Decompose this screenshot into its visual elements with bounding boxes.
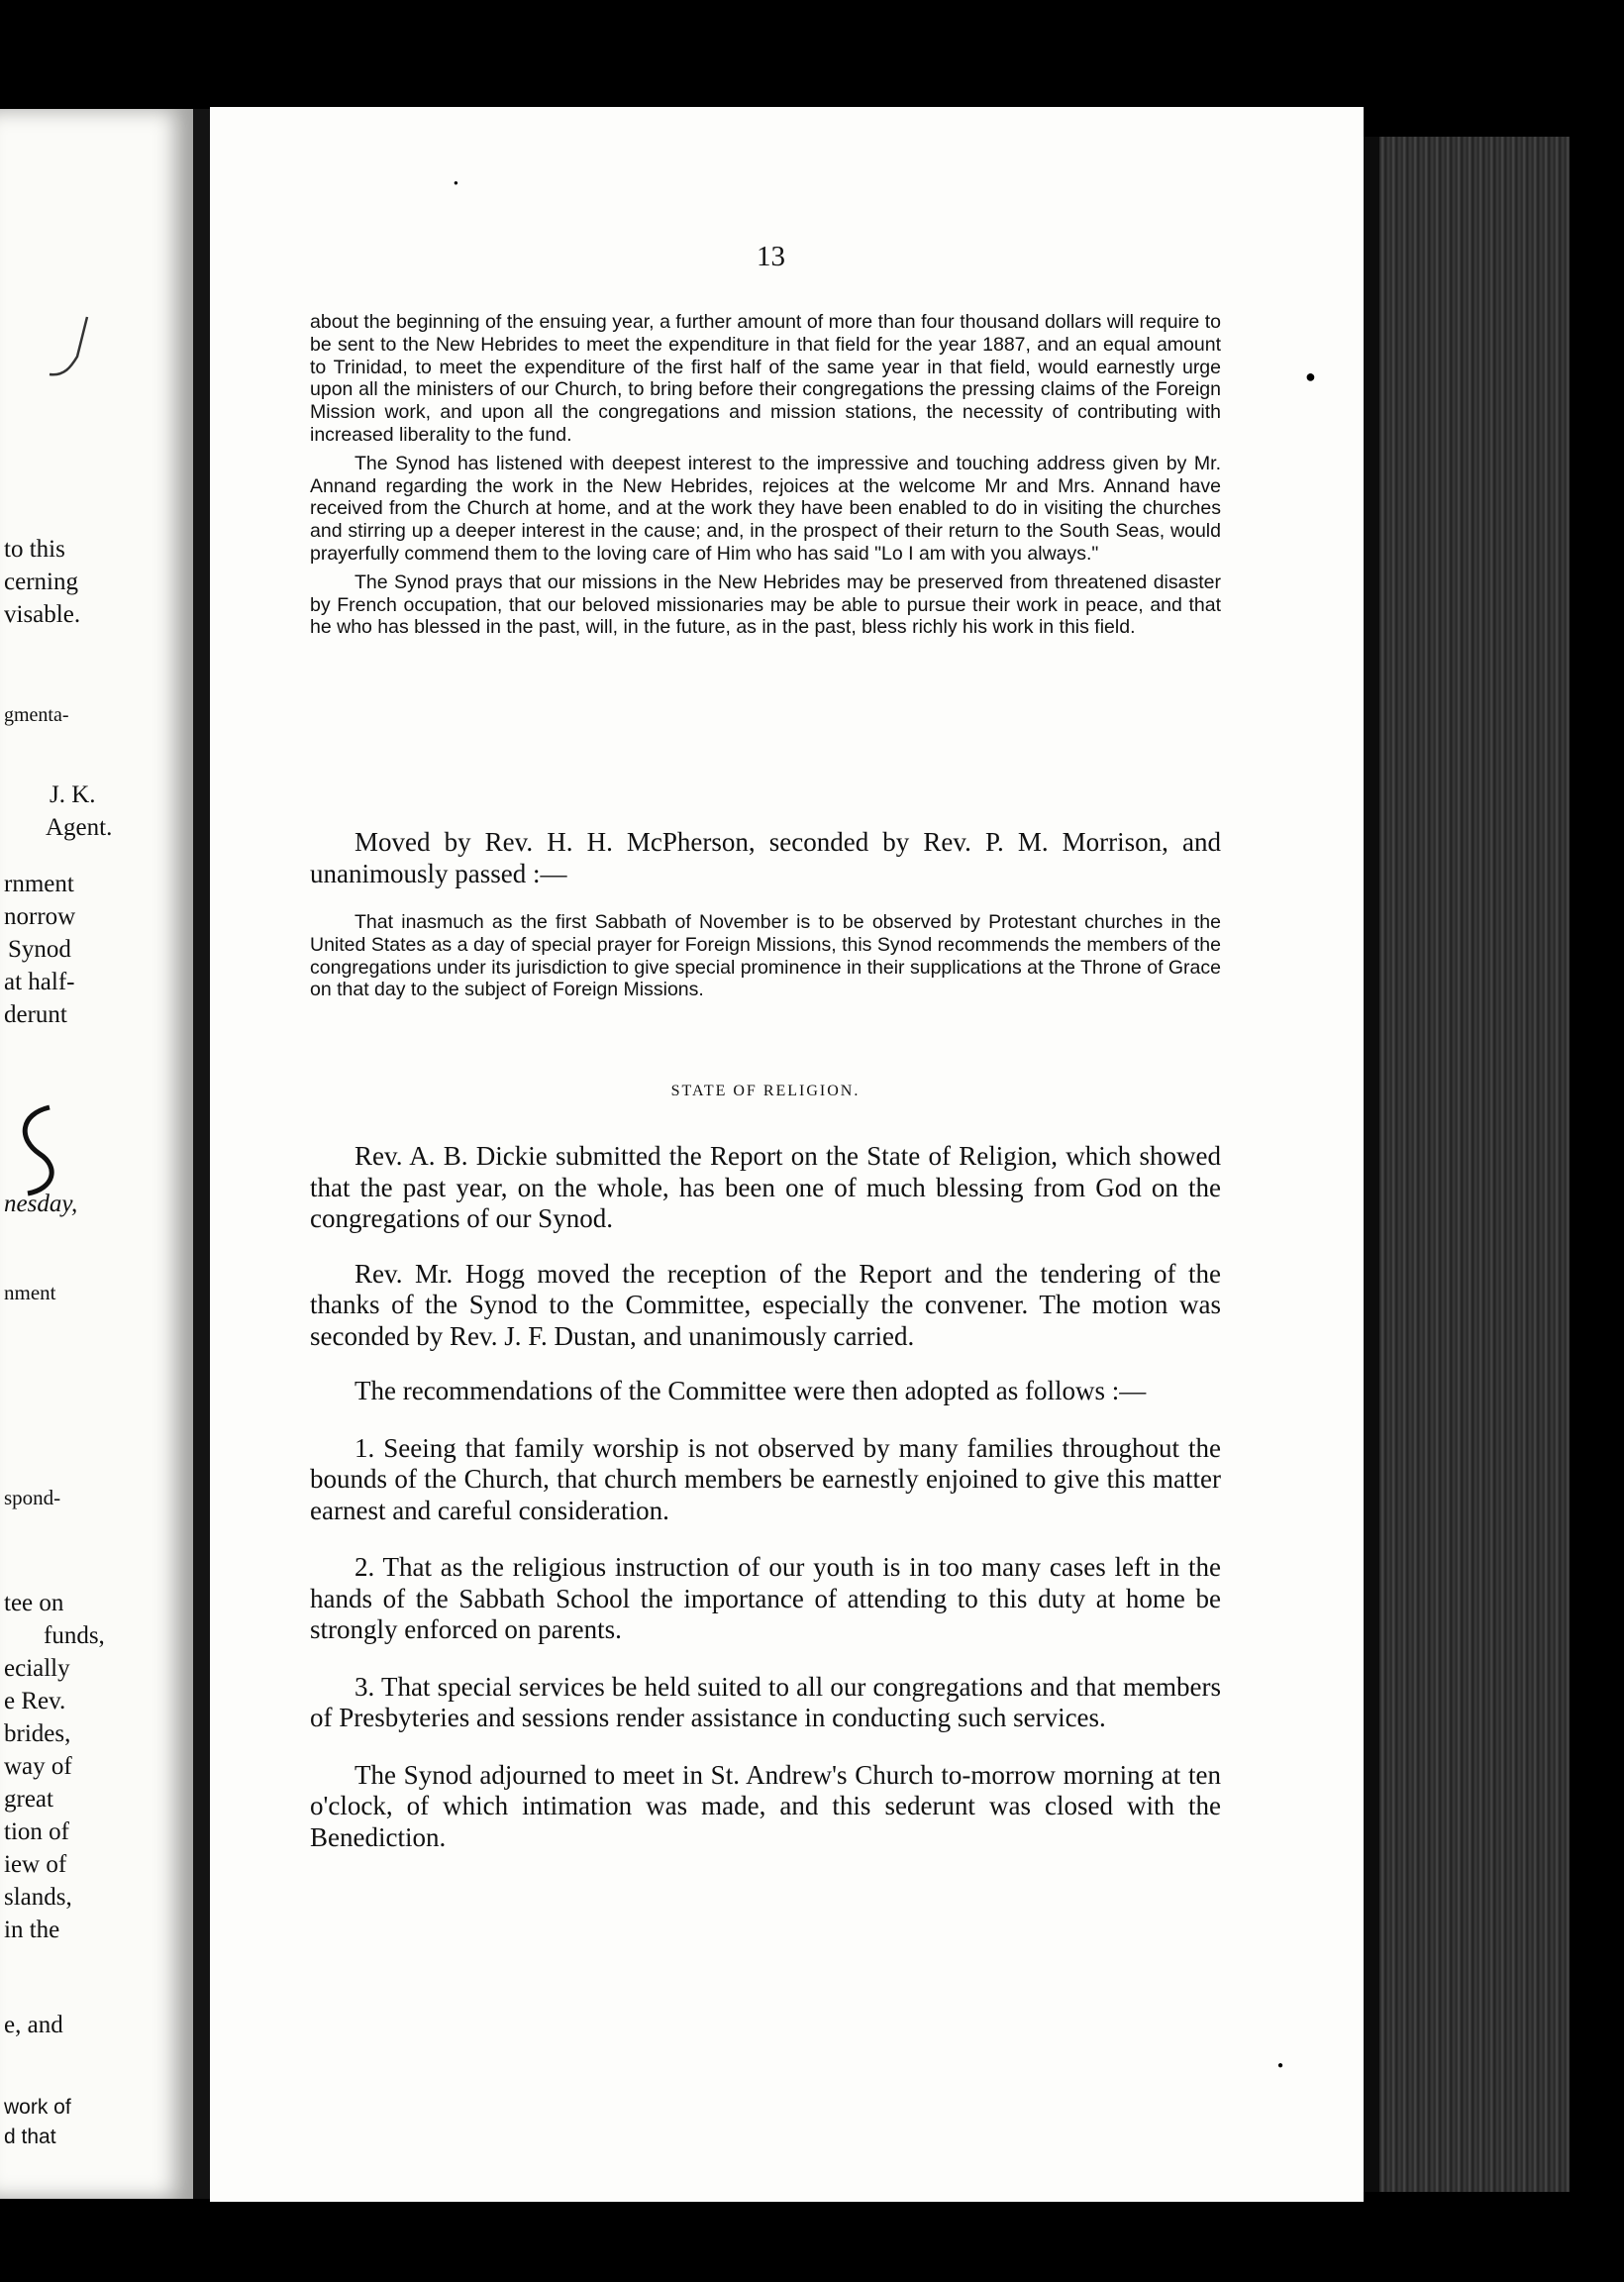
frag-norrow: norrow bbox=[4, 903, 76, 930]
recommendations-intro: The recommendations of the Committee were then adopted as follows :— bbox=[355, 1376, 1147, 1405]
page-block-edges bbox=[1364, 137, 1570, 2192]
frag-agent: Agent. bbox=[46, 814, 113, 841]
moved-paragraph: Moved by Rev. H. H. McPherson, seconded by Rev. P. M. Morrison, and unanimously passed :— bbox=[310, 827, 1221, 888]
frag-slands: slands, bbox=[4, 1884, 72, 1911]
frag-to-this: to this bbox=[4, 536, 65, 563]
frag-nment: nment bbox=[4, 1281, 56, 1304]
frag-spond: spond- bbox=[4, 1486, 61, 1509]
frag-great: great bbox=[4, 1786, 53, 1813]
frag-tee-on: tee on bbox=[4, 1590, 64, 1616]
continued-paragraph: about the beginning of the ensuing year, a further amount of more than four thousand dollars will require to be sent to the New Hebrides to meet the expenditure in that field for the year 1887, and an equal amount to Trinidad, to meet the expenditure of the first half of the same year in that field, would earnestly urge upon all the ministers of our Church, to bring before their congregations the pressing claims of the Foreign Mission work, and upon all the congregations and mission stations, the necessity of contributing with increased liberality to the fund. bbox=[310, 311, 1221, 446]
frag-rnment: rnment bbox=[4, 871, 74, 897]
frag-at-half: at half- bbox=[4, 969, 75, 995]
frag-brides: brides, bbox=[4, 1720, 71, 1747]
recommendation-2: 2. That as the religious instruction of our youth is in too many cases left in the hands of the Sabbath School the importance of attending to this duty at home be strongly enforced on parents. bbox=[310, 1552, 1221, 1644]
page-number: 13 bbox=[757, 241, 785, 272]
sabbath-resolution-block bbox=[310, 911, 1221, 1001]
frag-jk: J. K. bbox=[50, 781, 96, 808]
section-heading: STATE OF RELIGION. bbox=[670, 1083, 861, 1099]
annand-paragraph: The Synod has listened with deepest interest to the impressive and touching address given by Mr. Annand regarding the work in the New Hebrides, rejoices at the welcome Mr and Mrs. Annand have received from the Church at home, and at the work they have been enabled to do in visiting the churches and stirring up a deeper interest in the cause; and, in the prospect of their return to the South Seas, would prayerfully commend them to the loving care of Him who has said "Lo I am with you always." bbox=[310, 452, 1221, 565]
adjournment-paragraph: The Synod adjourned to meet in St. Andrew's Church to-morrow morning at ten o'clock, of which intimation was made, and this sederunt was closed with the Benediction. bbox=[310, 1759, 1221, 1852]
recommendation-1: 1. Seeing that family worship is not observed by many families throughout the bounds of the Church, that church members be earnestly enjoined to give this matter earnest and careful consideration. bbox=[310, 1432, 1221, 1525]
frag-gmenta: gmenta- bbox=[4, 704, 69, 726]
handwritten-s-mark bbox=[10, 1099, 69, 1198]
frag-visable: visable. bbox=[4, 601, 81, 628]
recommendation-3: 3. That special services be held suited to all our congregations and that members of Presbyteries and sessions render assistance in conducting such services. bbox=[310, 1671, 1221, 1732]
frag-derunt: derunt bbox=[4, 1001, 67, 1028]
left-page-edge bbox=[0, 109, 193, 2199]
sabbath-resolution: That inasmuch as the first Sabbath of November is to be observed by Protestant churches in the United States as a day of special prayer for Foreign Missions, this Synod recommends the members of the congregations under its jurisdiction to give special prominence in their supplications at the Throne of Grace on that day to the subject of Foreign Missions. bbox=[310, 911, 1221, 1001]
state-of-religion-body bbox=[310, 1141, 1221, 1853]
dickie-paragraph: Rev. A. B. Dickie submitted the Report on the State of Religion, which showed that the past year, on the whole, has been one of much blessing from God on the congregations of our Synod. bbox=[310, 1141, 1221, 1233]
frag-work-of: work of bbox=[4, 2096, 71, 2119]
frag-nesday: nesday, bbox=[4, 1191, 78, 1217]
frag-in-the: in the bbox=[4, 1917, 60, 1943]
frag-and: e, and bbox=[4, 2012, 63, 2038]
frag-cerning: cerning bbox=[4, 569, 78, 595]
frag-d-that: d that bbox=[4, 2126, 56, 2148]
frag-tion-of: tion of bbox=[4, 1818, 69, 1845]
ink-speck: ● bbox=[1305, 366, 1316, 386]
moved-block bbox=[310, 827, 1221, 889]
frag-synod: Synod bbox=[8, 936, 71, 963]
frag-way-of: way of bbox=[4, 1753, 72, 1780]
frag-funds: funds, bbox=[44, 1622, 105, 1649]
hogg-paragraph: Rev. Mr. Hogg moved the reception of the Report and the tendering of the thanks of the Synod to the Committee, especially the convener. The motion was seconded by Rev. J. F. Dustan, and unanimously carried. bbox=[310, 1258, 1221, 1351]
book-gutter bbox=[193, 109, 211, 2199]
ink-speck: ● bbox=[1277, 2060, 1284, 2071]
frag-iew-of: iew of bbox=[4, 1851, 67, 1878]
ink-speck: ● bbox=[454, 178, 458, 187]
mission-resolution-block bbox=[310, 311, 1221, 639]
frag-e-rev: e Rev. bbox=[4, 1688, 66, 1714]
frag-ecially: ecially bbox=[4, 1655, 70, 1682]
prayer-paragraph: The Synod prays that our missions in the New Hebrides may be preserved from threatened disaster by French occupation, that our beloved missionaries may be able to pursue their work in peace, and that he who has blessed in the past, will, in the future, as in the past, bless richly his work in this field. bbox=[310, 570, 1221, 639]
handwritten-slash-mark bbox=[40, 307, 99, 386]
